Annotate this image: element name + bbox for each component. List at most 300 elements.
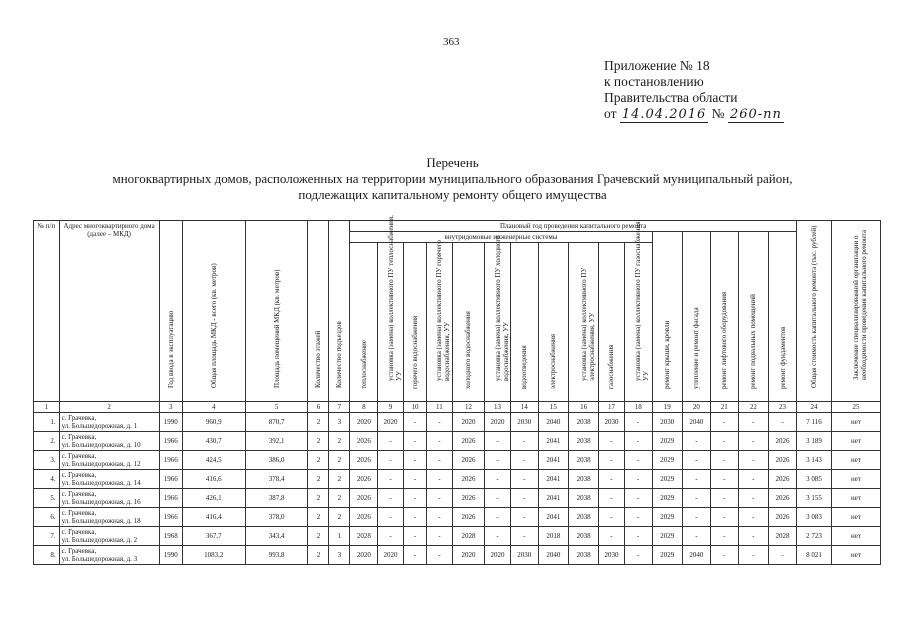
row-number: 8. (34, 546, 60, 565)
table-row (34, 451, 881, 470)
table-cell: - (624, 508, 652, 527)
table-cell: - (682, 527, 710, 546)
header-col-basement (738, 232, 768, 402)
table-cell: 3 085 (797, 470, 832, 489)
table-cell: - (599, 508, 625, 527)
row-address (59, 489, 159, 508)
row-number: 7. (34, 527, 60, 546)
table-cell: - (710, 470, 738, 489)
header-col-text: теплоснабжение (359, 340, 368, 389)
address-line-1: с. Грачевка, (61, 414, 97, 422)
table-cell: нет (831, 527, 880, 546)
table-cell: - (710, 489, 738, 508)
address-line-2: ул. Большедорожная, д. 10 (61, 441, 141, 449)
table-cell: 2030 (652, 413, 682, 432)
table-cell: - (378, 470, 404, 489)
table-cell: - (403, 546, 426, 565)
table-cell: 2026 (350, 489, 378, 508)
table-cell: 2 (308, 546, 329, 565)
table-row (34, 432, 881, 451)
table-cell: 2 723 (797, 527, 832, 546)
table-cell: 2 (329, 451, 350, 470)
header-col-text: горячего водоснабжения (410, 315, 419, 389)
column-number: 2 (59, 402, 159, 413)
table-cell: 2030 (599, 413, 625, 432)
appendix-date-line (604, 106, 784, 123)
column-number: 8 (350, 402, 378, 413)
table-cell: - (510, 451, 538, 470)
table-cell: 2030 (510, 413, 538, 432)
table-cell: - (599, 451, 625, 470)
column-number: 13 (485, 402, 511, 413)
table-cell: 2040 (682, 546, 710, 565)
table-cell: 386,0 (245, 451, 308, 470)
header-year-text: Год ввода в эксплуатацию (166, 310, 175, 388)
table-cell: - (738, 470, 768, 489)
table-cell: 2 (329, 470, 350, 489)
table-cell: - (510, 508, 538, 527)
table-cell: 1966 (159, 470, 182, 489)
table-cell: 2038 (568, 546, 598, 565)
table-cell: - (485, 432, 511, 451)
table-cell: 2020 (452, 546, 485, 565)
column-number: 22 (738, 402, 768, 413)
table-cell: 2029 (652, 508, 682, 527)
header-num: № п/п (34, 221, 60, 402)
table-cell: 2 (329, 489, 350, 508)
capital-repair-table (33, 215, 881, 565)
table-cell: - (403, 508, 426, 527)
table-cell: - (378, 432, 404, 451)
table-cell: 2020 (452, 413, 485, 432)
table-cell: 2028 (768, 527, 796, 546)
table-cell: - (485, 451, 511, 470)
table-cell: 2040 (538, 413, 568, 432)
header-col-text: установка (замена) коллективного ПУ газоснабжения, УУ (634, 219, 651, 381)
table-cell: - (738, 546, 768, 565)
column-number: 3 (159, 402, 182, 413)
table-cell: - (403, 470, 426, 489)
table-cell: - (599, 489, 625, 508)
row-address (59, 413, 159, 432)
table-cell: - (485, 508, 511, 527)
table-cell: - (378, 527, 404, 546)
table-cell: 2038 (568, 470, 598, 489)
header-col-foundation (768, 232, 796, 402)
table-cell: 3 189 (797, 432, 832, 451)
header-year (159, 221, 182, 402)
column-number: 18 (624, 402, 652, 413)
table-cell: 378,0 (245, 508, 308, 527)
header-plan: Плановый год проведения капитального ремонта (350, 221, 797, 232)
table-cell: - (427, 527, 453, 546)
column-number: 4 (182, 402, 245, 413)
column-number: 12 (452, 402, 485, 413)
table-cell: 416,6 (182, 470, 245, 489)
from-label: от (604, 106, 617, 121)
table-cell: 1968 (159, 527, 182, 546)
table-cell: - (738, 413, 768, 432)
table-cell: 2026 (452, 470, 485, 489)
header-col-text: ремонт подвальных помещений (749, 293, 758, 389)
table-cell: 2020 (350, 546, 378, 565)
table-cell: 2029 (652, 451, 682, 470)
table-cell: 2026 (452, 451, 485, 470)
table-cell: 7 116 (797, 413, 832, 432)
table-cell: - (624, 546, 652, 565)
header-col-system (403, 243, 426, 402)
column-number: 15 (538, 402, 568, 413)
header-col-text: установка (замена) коллективного ПУ электроснабжения, УУ (579, 267, 596, 381)
table-cell: 430,7 (182, 432, 245, 451)
table-cell: - (738, 451, 768, 470)
table-cell: - (427, 546, 453, 565)
header-entrances (329, 221, 350, 402)
header-col-system (452, 243, 485, 402)
table-cell: 424,5 (182, 451, 245, 470)
table-cell: - (510, 527, 538, 546)
table-cell: 2026 (768, 508, 796, 527)
table-cell: - (682, 489, 710, 508)
appendix-title: Приложение № 18 (604, 58, 710, 73)
header-area-total-text: Общая площадь МКД - всего (кв. метров) (209, 263, 218, 388)
row-number: 1. (34, 413, 60, 432)
table-cell: 2038 (568, 432, 598, 451)
table-row (34, 470, 881, 489)
column-number: 6 (308, 402, 329, 413)
header-col-system (427, 240, 453, 402)
table-cell: 1966 (159, 489, 182, 508)
table-cell: 2040 (682, 413, 710, 432)
row-address (59, 527, 159, 546)
table-cell: - (738, 489, 768, 508)
table-cell: - (427, 432, 453, 451)
header-col-system (538, 243, 568, 402)
table-cell: - (710, 527, 738, 546)
table-cell: 2026 (768, 489, 796, 508)
row-address (59, 508, 159, 527)
table-cell: нет (831, 413, 880, 432)
table-cell: 2 (329, 432, 350, 451)
address-line-1: с. Грачевка, (61, 471, 97, 479)
column-number-row (34, 402, 881, 413)
header-col-system (485, 235, 511, 402)
header-floors-text: Количество этажей (314, 330, 323, 388)
header-col-lift (710, 232, 738, 402)
table-cell: - (624, 470, 652, 489)
table-cell: 2041 (538, 489, 568, 508)
table-row (34, 413, 881, 432)
table-cell: - (682, 432, 710, 451)
table-cell: 2029 (652, 489, 682, 508)
table-row (34, 527, 881, 546)
table-cell: 387,8 (245, 489, 308, 508)
table-cell: - (624, 451, 652, 470)
table-cell: - (710, 508, 738, 527)
table-cell: 2 (329, 508, 350, 527)
table-cell: 2041 (538, 432, 568, 451)
table-cell: нет (831, 451, 880, 470)
table-cell: - (403, 527, 426, 546)
table-cell: 2 (308, 489, 329, 508)
header-entrances-text: Количество подъездов (335, 321, 344, 388)
header-col-text: водоотведения (520, 345, 529, 389)
table-cell: 2030 (599, 546, 625, 565)
column-number: 20 (682, 402, 710, 413)
table-row (34, 508, 881, 527)
table-cell: 2026 (350, 508, 378, 527)
document-title (0, 155, 905, 203)
number-label: № (711, 106, 725, 121)
table-cell: - (710, 451, 738, 470)
table-cell: - (378, 451, 404, 470)
column-number: 16 (568, 402, 598, 413)
table-cell: 2040 (538, 546, 568, 565)
table-cell: - (485, 470, 511, 489)
address-line-2: ул. Большедорожная, д. 18 (61, 517, 141, 525)
header-col-system (599, 243, 625, 402)
table-cell: 2038 (568, 527, 598, 546)
header-col-system (624, 219, 652, 402)
table-cell: - (510, 432, 538, 451)
table-cell: - (485, 527, 511, 546)
title-line-3: подлежащих капитальному ремонту общего имущества (298, 187, 607, 202)
table-row (34, 489, 881, 508)
row-address (59, 451, 159, 470)
table-cell: 8 021 (797, 546, 832, 565)
column-number: 9 (378, 402, 404, 413)
row-number: 2. (34, 432, 60, 451)
address-line-1: с. Грачевка, (61, 547, 97, 555)
table-cell: 2020 (350, 413, 378, 432)
table-cell: - (682, 451, 710, 470)
table-cell: 2026 (452, 508, 485, 527)
table-cell: 2 (308, 413, 329, 432)
table-cell: нет (831, 432, 880, 451)
address-line-2: ул. Большедорожная, д. 3 (61, 555, 138, 563)
table-cell: 2026 (768, 470, 796, 489)
table-cell: 2026 (452, 489, 485, 508)
table-cell: 2038 (568, 451, 598, 470)
column-number: 1 (34, 402, 60, 413)
address-line-1: с. Грачевка, (61, 528, 97, 536)
table-row (34, 546, 881, 565)
table-cell: - (710, 546, 738, 565)
table-cell: - (682, 508, 710, 527)
header-inner-systems: внутридомовые инженерные системы (350, 232, 652, 243)
table-cell: - (427, 489, 453, 508)
column-number: 17 (599, 402, 625, 413)
row-address (59, 546, 159, 565)
address-line-1: с. Грачевка, (61, 509, 97, 517)
table-cell: 2030 (510, 546, 538, 565)
column-number: 14 (510, 402, 538, 413)
header-conclusion (831, 221, 880, 402)
table-cell: - (427, 413, 453, 432)
table-cell: 2029 (652, 432, 682, 451)
table-cell: 2018 (538, 527, 568, 546)
header-col-text: холодного водоснабжения (464, 311, 473, 389)
table-cell: - (510, 470, 538, 489)
address-line-2: ул. Большедорожная, д. 2 (61, 536, 138, 544)
table-cell: 1 (329, 527, 350, 546)
table-cell: 416,4 (182, 508, 245, 527)
table-cell: 426,1 (182, 489, 245, 508)
appendix-line: к постановлению (604, 74, 704, 89)
column-number: 23 (768, 402, 796, 413)
row-number: 4. (34, 470, 60, 489)
table-cell: 2041 (538, 508, 568, 527)
table-cell: 2 (308, 527, 329, 546)
header-address: Адрес многоквартирного дома (далее – МКД) (59, 221, 159, 402)
table-cell: - (624, 432, 652, 451)
page-number: 363 (443, 36, 460, 48)
handwritten-number: 260-пп (729, 107, 782, 122)
table-cell: 1966 (159, 508, 182, 527)
table-cell: 2 (308, 451, 329, 470)
column-number: 24 (797, 402, 832, 413)
table-cell: 2029 (652, 470, 682, 489)
table-cell: - (599, 470, 625, 489)
address-line-1: с. Грачевка, (61, 452, 97, 460)
header-col-text: ремонт фундаментов (778, 326, 787, 389)
address-line-2: ул. Большедорожная, д. 14 (61, 479, 141, 487)
table-cell: 2 (308, 432, 329, 451)
table-cell: 2026 (350, 432, 378, 451)
header-area-rooms (245, 221, 308, 402)
table-cell: 1990 (159, 413, 182, 432)
table-cell: нет (831, 489, 880, 508)
row-number: 5. (34, 489, 60, 508)
table-cell: 2038 (568, 508, 598, 527)
table-cell: 2038 (568, 413, 598, 432)
table-cell: 392,1 (245, 432, 308, 451)
table-cell: - (403, 451, 426, 470)
table-cell: - (624, 527, 652, 546)
table-cell: 3 083 (797, 508, 832, 527)
header-floors (308, 221, 329, 402)
row-number: 3. (34, 451, 60, 470)
address-line-2: ул. Большедорожная, д. 12 (61, 460, 141, 468)
table-cell: - (768, 413, 796, 432)
header-conclusion-text: Заключение специализированной организации о необходимости проведения капитального ремонта (851, 230, 868, 380)
table-cell: 2020 (485, 413, 511, 432)
table-cell: - (710, 413, 738, 432)
header-col-system (378, 215, 404, 402)
table-cell: 3 143 (797, 451, 832, 470)
table-cell: 2029 (652, 527, 682, 546)
header-col-text: установка (замена) коллективного ПУ теплоснабжения, УУ (386, 215, 403, 381)
table-cell: 2038 (568, 489, 598, 508)
table-cell: 2020 (378, 546, 404, 565)
table-cell: 2020 (378, 413, 404, 432)
header-col-system (568, 243, 598, 402)
table-cell: 3 (329, 546, 350, 565)
header-col-text: утепление и ремонт фасада (692, 306, 701, 389)
table-cell: 378,4 (245, 470, 308, 489)
header-area-total (182, 221, 245, 402)
table-cell: - (378, 508, 404, 527)
handwritten-date: 14.04.2016 (621, 107, 707, 122)
table-cell: 2026 (350, 451, 378, 470)
table-cell: - (624, 413, 652, 432)
header-cost-text: Общая стоимость капитального ремонта (тыс. рублей) (809, 225, 818, 388)
title-line-1: Перечень (426, 155, 479, 170)
row-address (59, 432, 159, 451)
table-cell: 1990 (159, 546, 182, 565)
table-cell: - (403, 432, 426, 451)
address-line-2: ул. Большедорожная, д. 16 (61, 498, 141, 506)
column-number: 10 (403, 402, 426, 413)
table-cell: 343,4 (245, 527, 308, 546)
column-number: 7 (329, 402, 350, 413)
column-number: 19 (652, 402, 682, 413)
table-cell: 1966 (159, 451, 182, 470)
header-col-roof (652, 232, 682, 402)
table-cell: 367,7 (182, 527, 245, 546)
table-cell: - (403, 489, 426, 508)
table-cell: 1966 (159, 432, 182, 451)
table-cell: 2026 (452, 432, 485, 451)
table-cell: нет (831, 470, 880, 489)
table-cell: - (682, 470, 710, 489)
table-cell: - (485, 489, 511, 508)
table-cell: 3 155 (797, 489, 832, 508)
column-number: 11 (427, 402, 453, 413)
table-cell: - (599, 432, 625, 451)
table-cell: - (378, 489, 404, 508)
header-col-system (510, 243, 538, 402)
table-cell: 2026 (768, 451, 796, 470)
title-line-2: многоквартирных домов, расположенных на территории муниципального образования Грачевский муниципальный район, (112, 171, 793, 186)
table-cell: - (624, 489, 652, 508)
table-cell: - (427, 508, 453, 527)
table-cell: нет (831, 508, 880, 527)
table-cell: - (738, 527, 768, 546)
table-cell: - (427, 451, 453, 470)
table-cell: 1083,2 (182, 546, 245, 565)
table-cell: 2026 (350, 470, 378, 489)
table-cell: 2 (308, 470, 329, 489)
table-cell: - (427, 470, 453, 489)
appendix-line: Правительства области (604, 90, 738, 105)
table-cell: 3 (329, 413, 350, 432)
table-cell: 2028 (350, 527, 378, 546)
address-line-1: с. Грачевка, (61, 490, 97, 498)
column-number: 5 (245, 402, 308, 413)
table-cell: нет (831, 546, 880, 565)
table-cell: 2029 (652, 546, 682, 565)
header-area-rooms-text: Площадь помещений МКД (кв. метров) (272, 269, 281, 388)
header-col-text: ремонт крыши, кровли (663, 320, 672, 389)
header-col-text: установка (замена) коллективного ПУ горячего водоснабжения, УУ (435, 240, 452, 381)
table-cell: 2041 (538, 470, 568, 489)
row-address (59, 470, 159, 489)
table-cell: 2041 (538, 451, 568, 470)
row-number: 6. (34, 508, 60, 527)
table-cell: - (510, 489, 538, 508)
header-col-text: ремонт лифтового оборудования (720, 291, 729, 389)
table-cell: 2026 (768, 432, 796, 451)
table-cell: 993,8 (245, 546, 308, 565)
header-col-facade (682, 232, 710, 402)
address-line-1: с. Грачевка, (61, 433, 97, 441)
table-cell: - (768, 546, 796, 565)
column-number: 25 (831, 402, 880, 413)
table-cell: 2020 (485, 546, 511, 565)
table-cell: - (710, 432, 738, 451)
table-cell: 870,7 (245, 413, 308, 432)
